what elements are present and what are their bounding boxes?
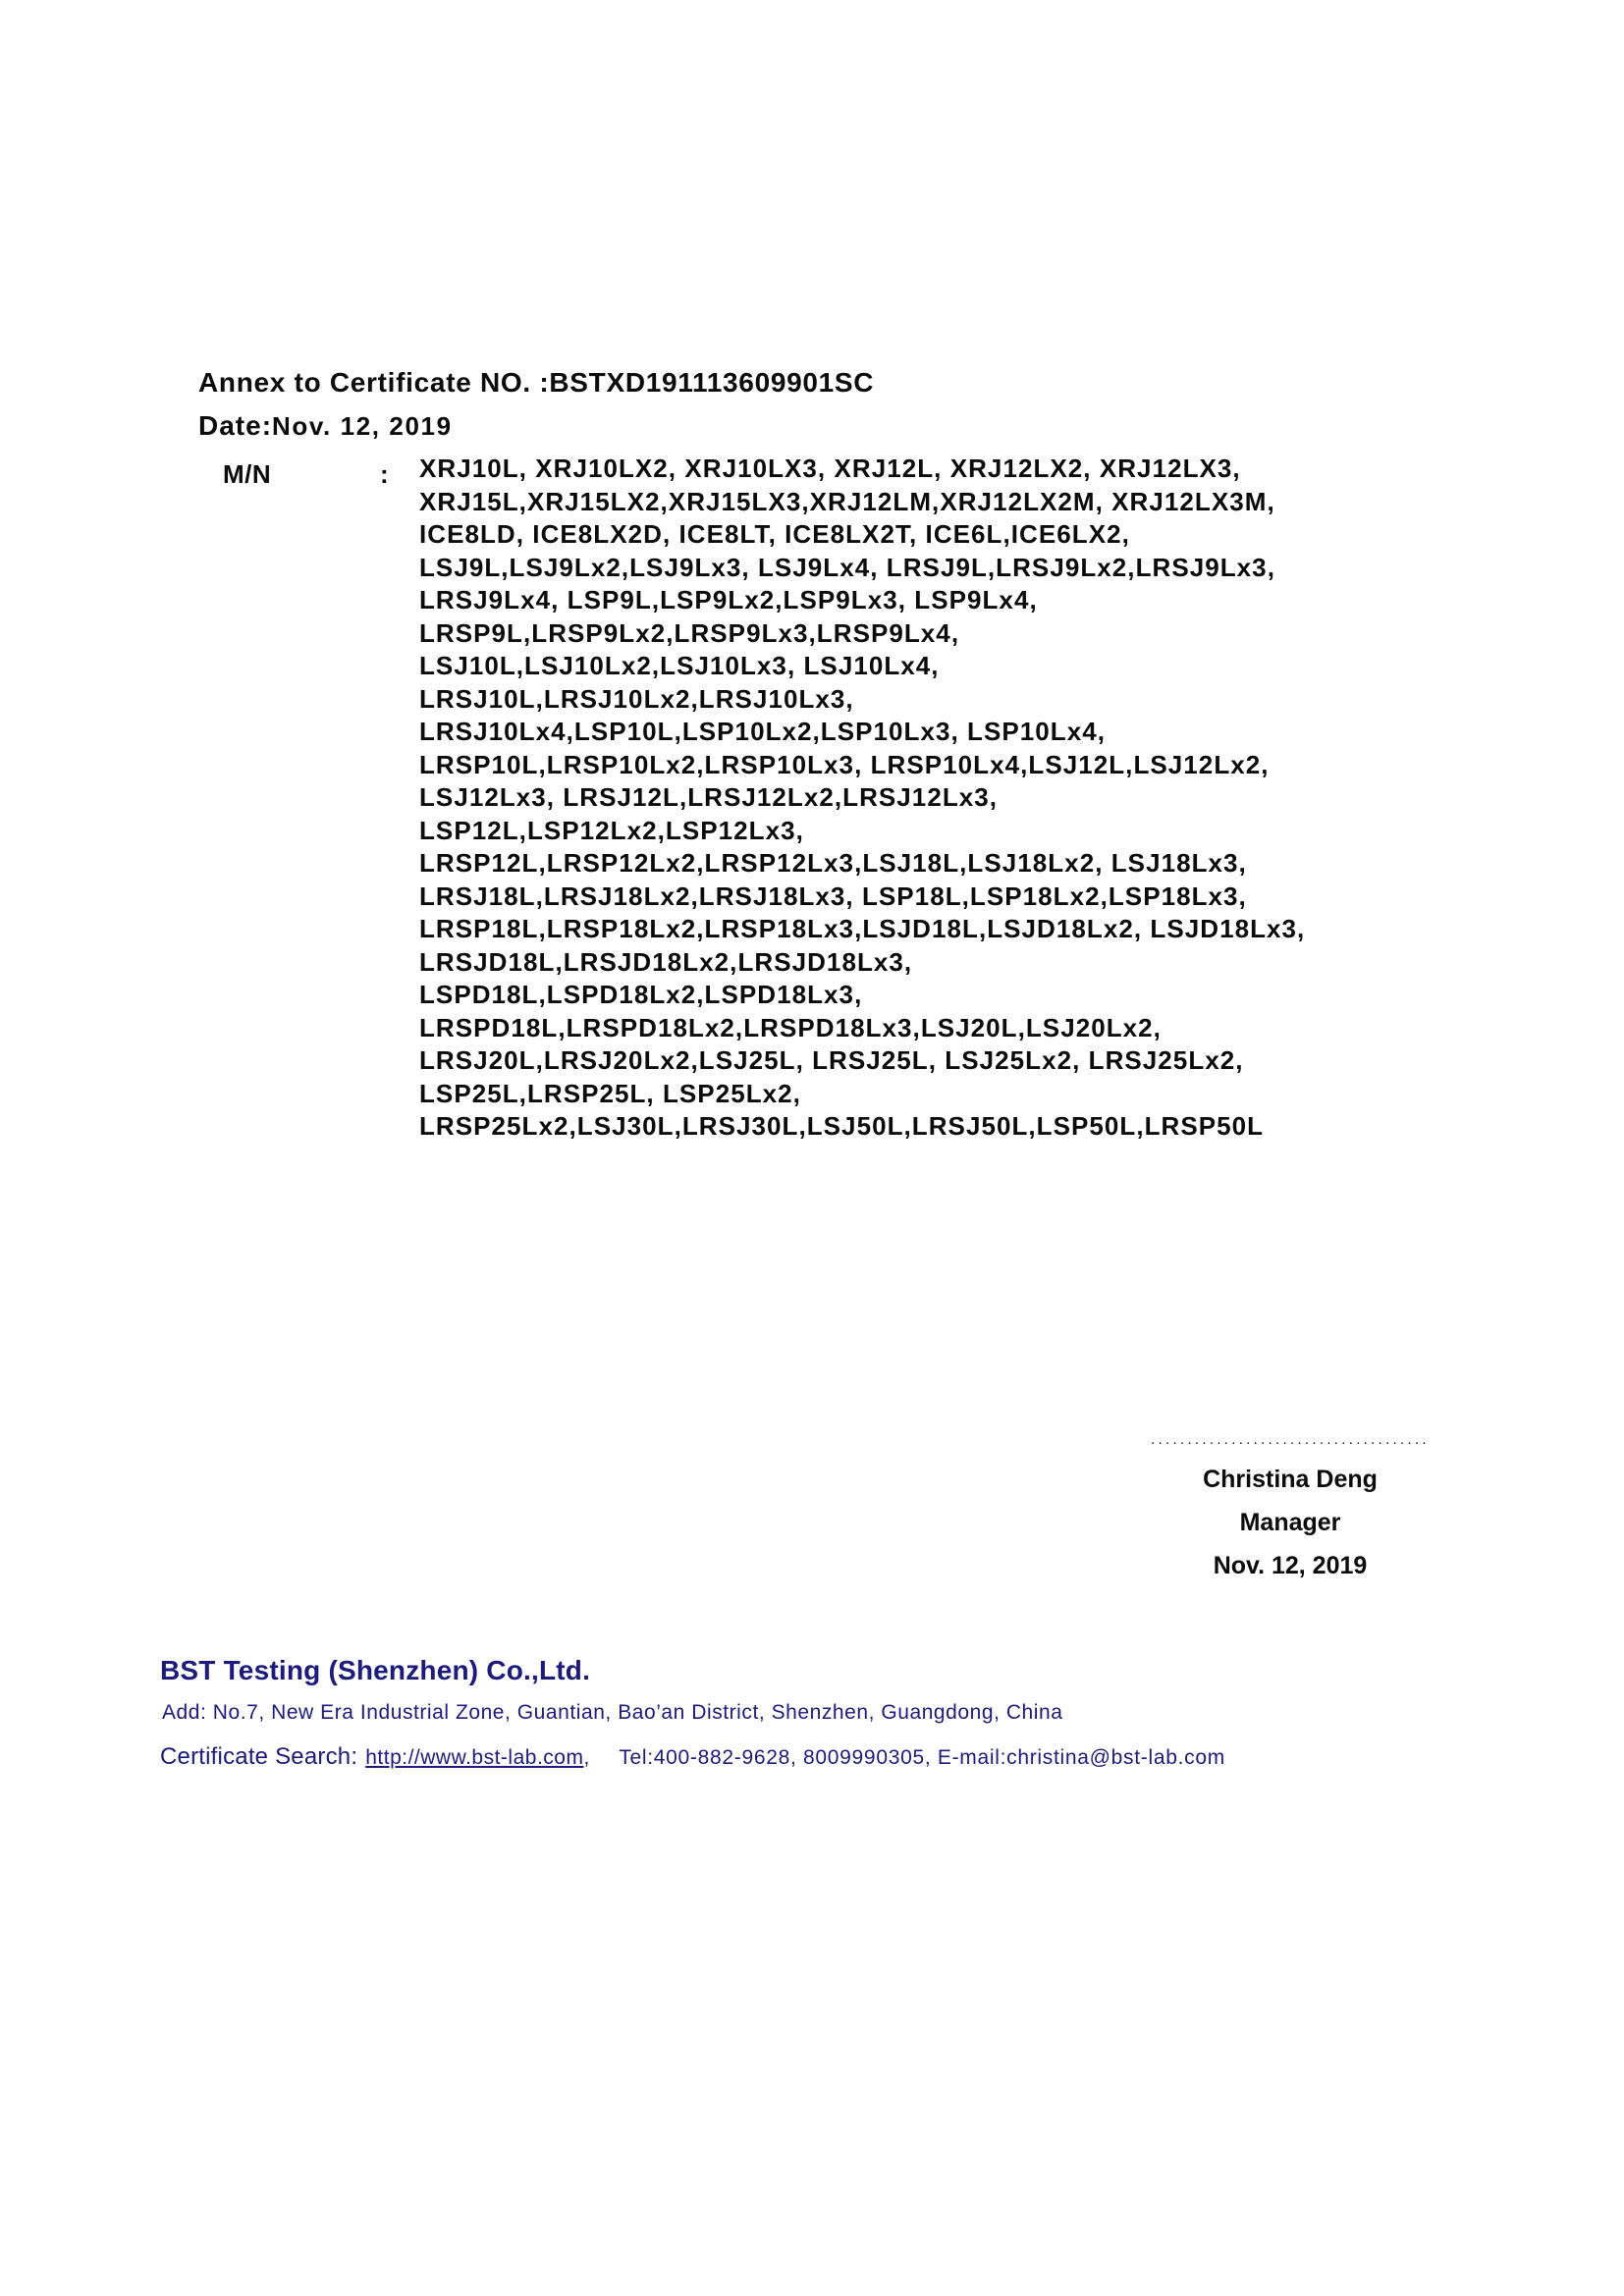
signatory-name: Christina Deng — [1203, 1466, 1378, 1493]
search-comma: , — [583, 1746, 590, 1769]
date-value: Nov. 12, 2019 — [272, 411, 453, 441]
signature-dotted-line: ...................................... — [1151, 1431, 1430, 1448]
model-line: LSP25L,LRSP25L, LSP25Lx2, — [419, 1078, 801, 1108]
certificate-search-line — [160, 1743, 1225, 1771]
model-line: XRJ10L, XRJ10LX2, XRJ10LX3, XRJ12L, XRJ12LX2, XRJ12LX3, — [419, 454, 1241, 483]
model-line: LRSJ10L,LRSJ10Lx2,LRSJ10Lx3, — [419, 683, 854, 714]
signature-date: Nov. 12, 2019 — [1213, 1552, 1368, 1579]
model-line: LRSJD18L,LRSJD18Lx2,LRSJD18Lx3, — [419, 946, 913, 977]
model-line: LRSJ18L,LRSJ18Lx2,LRSJ18Lx3, LSP18L,LSP18Lx2,LSP18Lx3, — [419, 881, 1247, 911]
model-line: LRSJ9Lx4, LSP9L,LSP9Lx2,LSP9Lx3, LSP9Lx4, — [419, 585, 1038, 614]
model-line: LRSP12L,LRSP12Lx2,LRSP12Lx3,LSJ18L,LSJ18Lx2, LSJ18Lx3, — [419, 848, 1247, 878]
model-line: LRSP10L,LRSP10Lx2,LRSP10Lx3, LRSP10Lx4,LSJ12L,LSJ12Lx2, — [419, 749, 1270, 779]
model-line: LRSJ10Lx4,LSP10L,LSP10Lx2,LSP10Lx3, LSP10Lx4, — [419, 717, 1107, 746]
model-line: LSP12L,LSP12Lx2,LSP12Lx3, — [419, 815, 804, 845]
certificate-search-url[interactable]: http://www.bst-lab.com — [365, 1746, 584, 1769]
model-line: LSJ9L,LSJ9Lx2,LSJ9Lx3, LSJ9Lx4, LRSJ9L,LRSJ9Lx2,LRSJ9Lx3, — [419, 552, 1275, 582]
company-name: BST Testing (Shenzhen) Co.,Ltd. — [160, 1655, 591, 1685]
model-list — [419, 453, 1305, 1144]
model-line: LRSP18L,LRSP18Lx2,LRSP18Lx3,LSJD18L,LSJD18Lx2, LSJD18Lx3, — [419, 914, 1306, 943]
annex-title: Annex to Certificate NO. :BSTXD191113609901SC — [198, 367, 875, 398]
date-line — [198, 410, 453, 442]
company-address: Add: No.7, New Era Industrial Zone, Guantian, Bao’an District, Shenzhen, Guangdong, China — [162, 1701, 1063, 1724]
model-line: LRSP25Lx2,LSJ30L,LRSJ30L,LSJ50L,LRSJ50L,LSP50L,LRSP50L — [419, 1111, 1265, 1141]
model-line: LRSPD18L,LRSPD18Lx2,LRSPD18Lx3,LSJ20L,LSJ20Lx2, — [419, 1012, 1162, 1042]
date-label: Date: — [198, 410, 273, 441]
model-number-label: M/N — [223, 459, 272, 489]
model-number-colon: : — [380, 459, 389, 489]
signature-block — [1108, 1431, 1473, 1587]
contact-info: Tel:400-882-9628, 8009990305, E-mail:christina@bst-lab.com — [619, 1746, 1225, 1769]
model-line: XRJ15L,XRJ15LX2,XRJ15LX3,XRJ12LM,XRJ12LX2M, XRJ12LX3M, — [419, 486, 1275, 516]
model-line: LSJ10L,LSJ10Lx2,LSJ10Lx3, LSJ10Lx4, — [419, 651, 940, 680]
certificate-search-label: Certificate Search: — [160, 1743, 358, 1770]
model-line: LRSP9L,LRSP9Lx2,LRSP9Lx3,LRSP9Lx4, — [419, 617, 960, 648]
model-line: LSJ12Lx3, LRSJ12L,LRSJ12Lx2,LRSJ12Lx3, — [419, 782, 999, 812]
model-line: LSPD18L,LSPD18Lx2,LSPD18Lx3, — [419, 980, 863, 1009]
model-line: LRSJ20L,LRSJ20Lx2,LSJ25L, LRSJ25L, LSJ25Lx2, LRSJ25Lx2, — [419, 1045, 1244, 1075]
signatory-title: Manager — [1239, 1509, 1341, 1536]
model-line: ICE8LD, ICE8LX2D, ICE8LT, ICE8LX2T, ICE6L,ICE6LX2, — [419, 519, 1130, 549]
